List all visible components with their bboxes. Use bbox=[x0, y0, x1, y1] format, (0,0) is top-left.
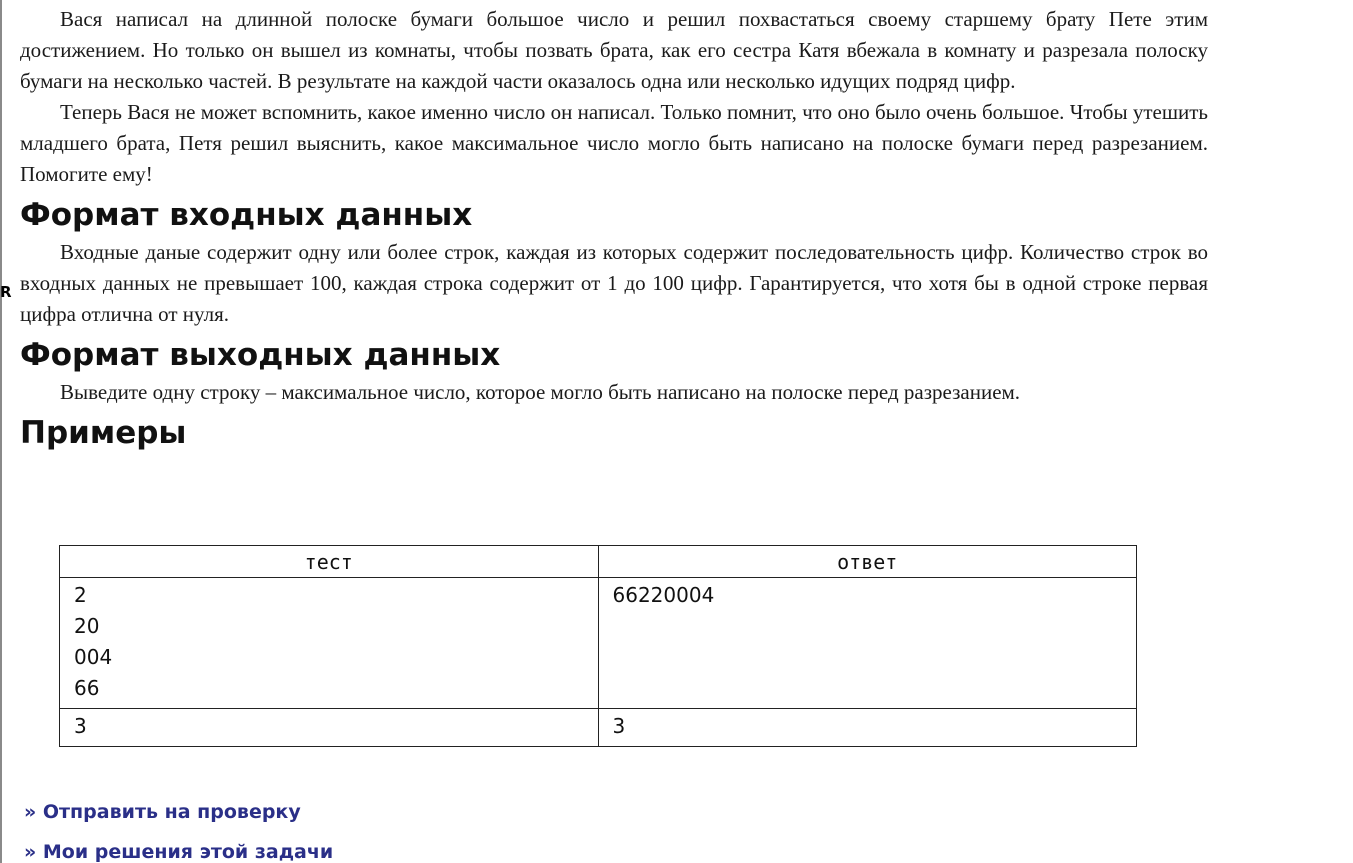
answer-cell bbox=[598, 709, 1137, 747]
test-cell bbox=[60, 709, 599, 747]
edge-marker: R bbox=[0, 283, 12, 301]
my-solutions-link[interactable]: » Мои решения этой задачи bbox=[24, 841, 334, 863]
test-line: 20 bbox=[74, 614, 100, 638]
answer-cell bbox=[598, 578, 1137, 709]
table-row bbox=[60, 578, 1137, 709]
submit-solution-link[interactable]: » Отправить на проверку bbox=[24, 801, 301, 823]
input-format-text: Входные даные содержит одну или более строк, каждая из которых содержит последовательность цифр. Количество строк во входных данных не превышает 100, каждая строка содержит от 1 до 100 цифр. Гарантируется, что хотя бы в одной строке первая цифра отлична от нуля. bbox=[20, 240, 1208, 326]
test-cell bbox=[60, 578, 599, 709]
column-header-test: тест bbox=[60, 546, 599, 578]
input-format-heading: Формат входных данных bbox=[20, 197, 473, 233]
output-format-heading: Формат выходных данных bbox=[20, 337, 501, 373]
test-line: 66 bbox=[74, 676, 100, 700]
answer-line: 66220004 bbox=[612, 583, 715, 607]
examples-heading: Примеры bbox=[20, 415, 187, 451]
left-border bbox=[0, 0, 2, 863]
column-header-answer: ответ bbox=[598, 546, 1137, 578]
statement-paragraph-1: Вася написал на длинной полоске бумаги большое число и решил похвастаться своему старшему брату Пете этим достижением. Но только он вышел из комнаты, чтобы позвать брата, как его сестра Катя вбежала в комнату и разрезала полоску бумаги на несколько частей. В результате на каждой части оказалось одна или несколько идущих подряд цифр. bbox=[20, 7, 1208, 93]
statement-paragraph-2: Теперь Вася не может вспомнить, какое именно число он написал. Только помнит, что оно было очень большое. Чтобы утешить младшего брата, Петя решил выяснить, какое максимальное число могло быть написано на полоске бумаги перед разрезанием. Помогите ему! bbox=[20, 100, 1208, 186]
test-line: 2 bbox=[74, 583, 87, 607]
test-line: 004 bbox=[74, 645, 113, 669]
table-header-row bbox=[60, 546, 1137, 578]
table-row bbox=[60, 709, 1137, 747]
problem-statement bbox=[20, 4, 1208, 455]
answer-line: 3 bbox=[612, 714, 626, 738]
output-format-text: Выведите одну строку – максимальное число, которое могло быть написано на полоске перед разрезанием. bbox=[60, 380, 1021, 404]
test-line: 3 bbox=[74, 714, 87, 738]
examples-table bbox=[59, 545, 1137, 747]
